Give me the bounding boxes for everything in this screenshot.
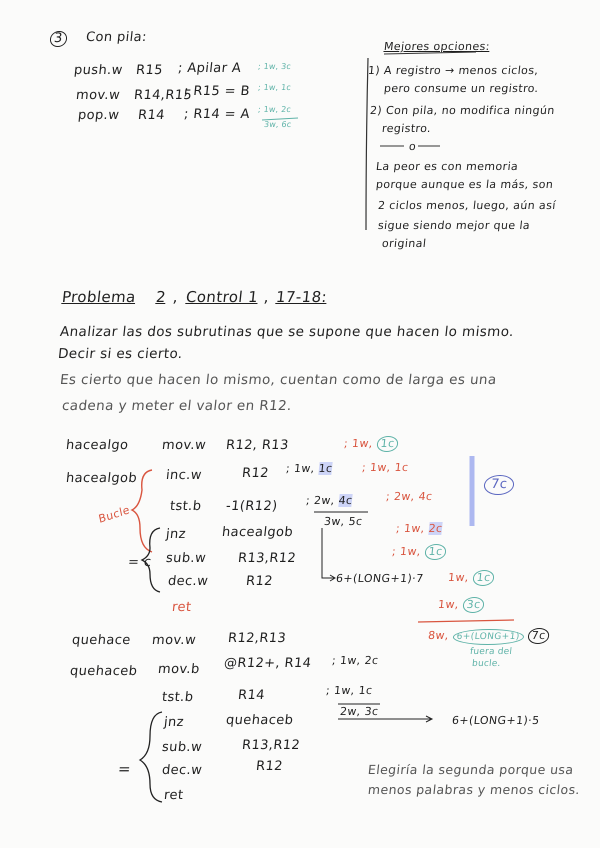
equals-sign: = c bbox=[127, 555, 153, 570]
code-args: hacealgob bbox=[221, 525, 294, 540]
section-heading: Con pila: bbox=[85, 30, 148, 45]
code-instr: tst.b bbox=[169, 499, 203, 514]
code-args: @R12+, R14 bbox=[223, 656, 313, 671]
code-instr: sub.w bbox=[161, 740, 203, 755]
cost-annotation bbox=[343, 436, 399, 452]
total-words: 8w, bbox=[427, 629, 450, 642]
cost-words: ; 1w, bbox=[285, 462, 316, 475]
cost-annotation bbox=[395, 522, 443, 535]
options-heading: Mejores opciones: bbox=[383, 40, 491, 53]
routine-label: quehaceb bbox=[69, 664, 139, 679]
code-comment: ; Apilar A bbox=[177, 61, 243, 76]
routine-label: hacealgo bbox=[65, 438, 130, 453]
code-instr: pop.w bbox=[77, 108, 121, 123]
code-instr: dec.w bbox=[161, 763, 203, 778]
cost-cycles: 1c bbox=[376, 436, 400, 452]
statement-line: Analizar las dos subrutinas que se supone que hacen lo mismo. bbox=[59, 324, 515, 340]
problem-control: Control 1 bbox=[185, 288, 260, 306]
total-cost bbox=[427, 628, 550, 645]
code-args: R14 bbox=[237, 688, 266, 703]
options-divider: o bbox=[408, 140, 417, 153]
cost-annotation bbox=[305, 494, 353, 507]
code-args: -1(R12) bbox=[225, 499, 279, 514]
options-line: original bbox=[381, 237, 428, 250]
code-args: R13,R12 bbox=[237, 551, 297, 566]
cost-annotation bbox=[285, 462, 333, 475]
cost-annotation: ; 1w, 1c bbox=[257, 83, 292, 92]
code-instr: jnz bbox=[165, 527, 187, 542]
answer-line: Es cierto que hacen lo mismo, cuentan como de larga es una bbox=[59, 372, 498, 388]
statement-line: Decir si es cierto. bbox=[57, 346, 184, 362]
total-formula: 6+(LONG+1) bbox=[452, 629, 525, 645]
cost-annotation: ; 1w, 1c bbox=[361, 461, 410, 474]
cost-annotation: ; 1w, 3c bbox=[257, 62, 292, 71]
cost-cycles: 1c bbox=[317, 462, 334, 475]
answer-line: cadena y meter el valor en R12. bbox=[61, 398, 293, 414]
note-outside: fuera del bbox=[469, 647, 513, 657]
cost-words: ; 1w, bbox=[343, 437, 374, 450]
code-args: R12 bbox=[241, 466, 270, 481]
cost-words: ; 2w, bbox=[305, 494, 336, 507]
equals-sign: = bbox=[117, 760, 132, 778]
cost-annotation: ; 2w, 4c bbox=[385, 490, 434, 503]
code-instr: jnz bbox=[163, 715, 185, 730]
code-instr: mov.b bbox=[157, 662, 201, 677]
loop-formula: 6+(LONG+1)·7 bbox=[335, 572, 425, 585]
conclusion-line: menos palabras y menos ciclos. bbox=[367, 782, 581, 797]
cost-cycles: 1c bbox=[472, 570, 496, 586]
cost-words: 1w, bbox=[437, 598, 460, 611]
code-args: R13,R12 bbox=[241, 738, 301, 753]
code-instr: mov.w bbox=[151, 633, 197, 648]
subtotal: 2w, 3c bbox=[339, 705, 380, 718]
cost-annotation bbox=[391, 544, 447, 560]
cost-words: ; 1w, bbox=[391, 545, 422, 558]
subtotal: 3w, 5c bbox=[323, 515, 364, 528]
problem-sep: , bbox=[172, 288, 180, 306]
cost-total: 3w, 6c bbox=[263, 120, 292, 129]
options-line: pero consume un registro. bbox=[383, 82, 540, 95]
cost-annotation: ; 1w, 2c bbox=[257, 105, 292, 114]
code-args: R12 bbox=[255, 759, 284, 774]
code-instr: dec.w bbox=[167, 574, 209, 589]
code-args: R12, R13 bbox=[225, 438, 290, 453]
options-line: registro. bbox=[381, 122, 432, 135]
loop-formula: 6+(LONG+1)·5 bbox=[451, 714, 541, 727]
routine-label: hacealgob bbox=[65, 471, 138, 486]
code-instr: ret bbox=[163, 788, 185, 803]
conclusion-line: Elegiría la segunda porque usa bbox=[367, 762, 575, 777]
cost-cycles: 3c bbox=[462, 597, 486, 613]
code-comment: ; R14 = A bbox=[183, 107, 251, 122]
code-instr: tst.b bbox=[161, 690, 195, 705]
cost-words: ; 1w, bbox=[395, 522, 426, 535]
code-comment: ; R15 = B bbox=[183, 84, 251, 99]
problem-title: Problema bbox=[61, 288, 137, 306]
code-instr: ret bbox=[171, 600, 193, 615]
cost-words: 1w, bbox=[447, 571, 470, 584]
options-line: 2) Con pila, no modifica ningún bbox=[369, 104, 556, 117]
problem-number: 2 bbox=[155, 288, 167, 306]
options-line: 1) A registro → menos ciclos, bbox=[367, 64, 540, 77]
code-instr: sub.w bbox=[165, 551, 207, 566]
note-outside: bucle. bbox=[471, 659, 501, 669]
cost-cycles: 1c bbox=[424, 544, 448, 560]
code-instr: inc.w bbox=[165, 468, 203, 483]
code-args: R14 bbox=[137, 108, 166, 123]
cost-annotation bbox=[437, 597, 485, 613]
options-line: sigue siendo mejor que la bbox=[377, 219, 531, 232]
code-instr: mov.w bbox=[161, 438, 207, 453]
problem-sep: , bbox=[263, 288, 271, 306]
code-args: quehaceb bbox=[225, 713, 295, 728]
code-instr: mov.w bbox=[75, 88, 121, 103]
cost-annotation bbox=[447, 570, 495, 586]
options-line: porque aunque es la más, son bbox=[375, 178, 554, 191]
cost-annotation: ; 1w, 2c bbox=[331, 654, 380, 667]
bucle-label: Bucle bbox=[97, 503, 131, 526]
code-args: R12 bbox=[245, 574, 274, 589]
total-cycles: 7c bbox=[527, 628, 551, 644]
code-args: R15 bbox=[135, 63, 164, 78]
options-line: 2 ciclos menos, luego, aún así bbox=[377, 199, 557, 212]
code-args: R12,R13 bbox=[227, 631, 287, 646]
problem-year: 17-18: bbox=[275, 288, 328, 306]
options-line: La peor es con memoria bbox=[375, 160, 519, 173]
cost-annotation: ; 1w, 1c bbox=[325, 684, 374, 697]
cost-cycles: 4c bbox=[337, 494, 354, 507]
code-instr: push.w bbox=[73, 63, 124, 78]
cost-cycles: 2c bbox=[427, 522, 444, 535]
code-args: R14,R15 bbox=[133, 88, 193, 103]
block-cycles: 7c bbox=[483, 475, 515, 495]
routine-label: quehace bbox=[71, 633, 132, 648]
section-number: 3 bbox=[49, 31, 67, 47]
